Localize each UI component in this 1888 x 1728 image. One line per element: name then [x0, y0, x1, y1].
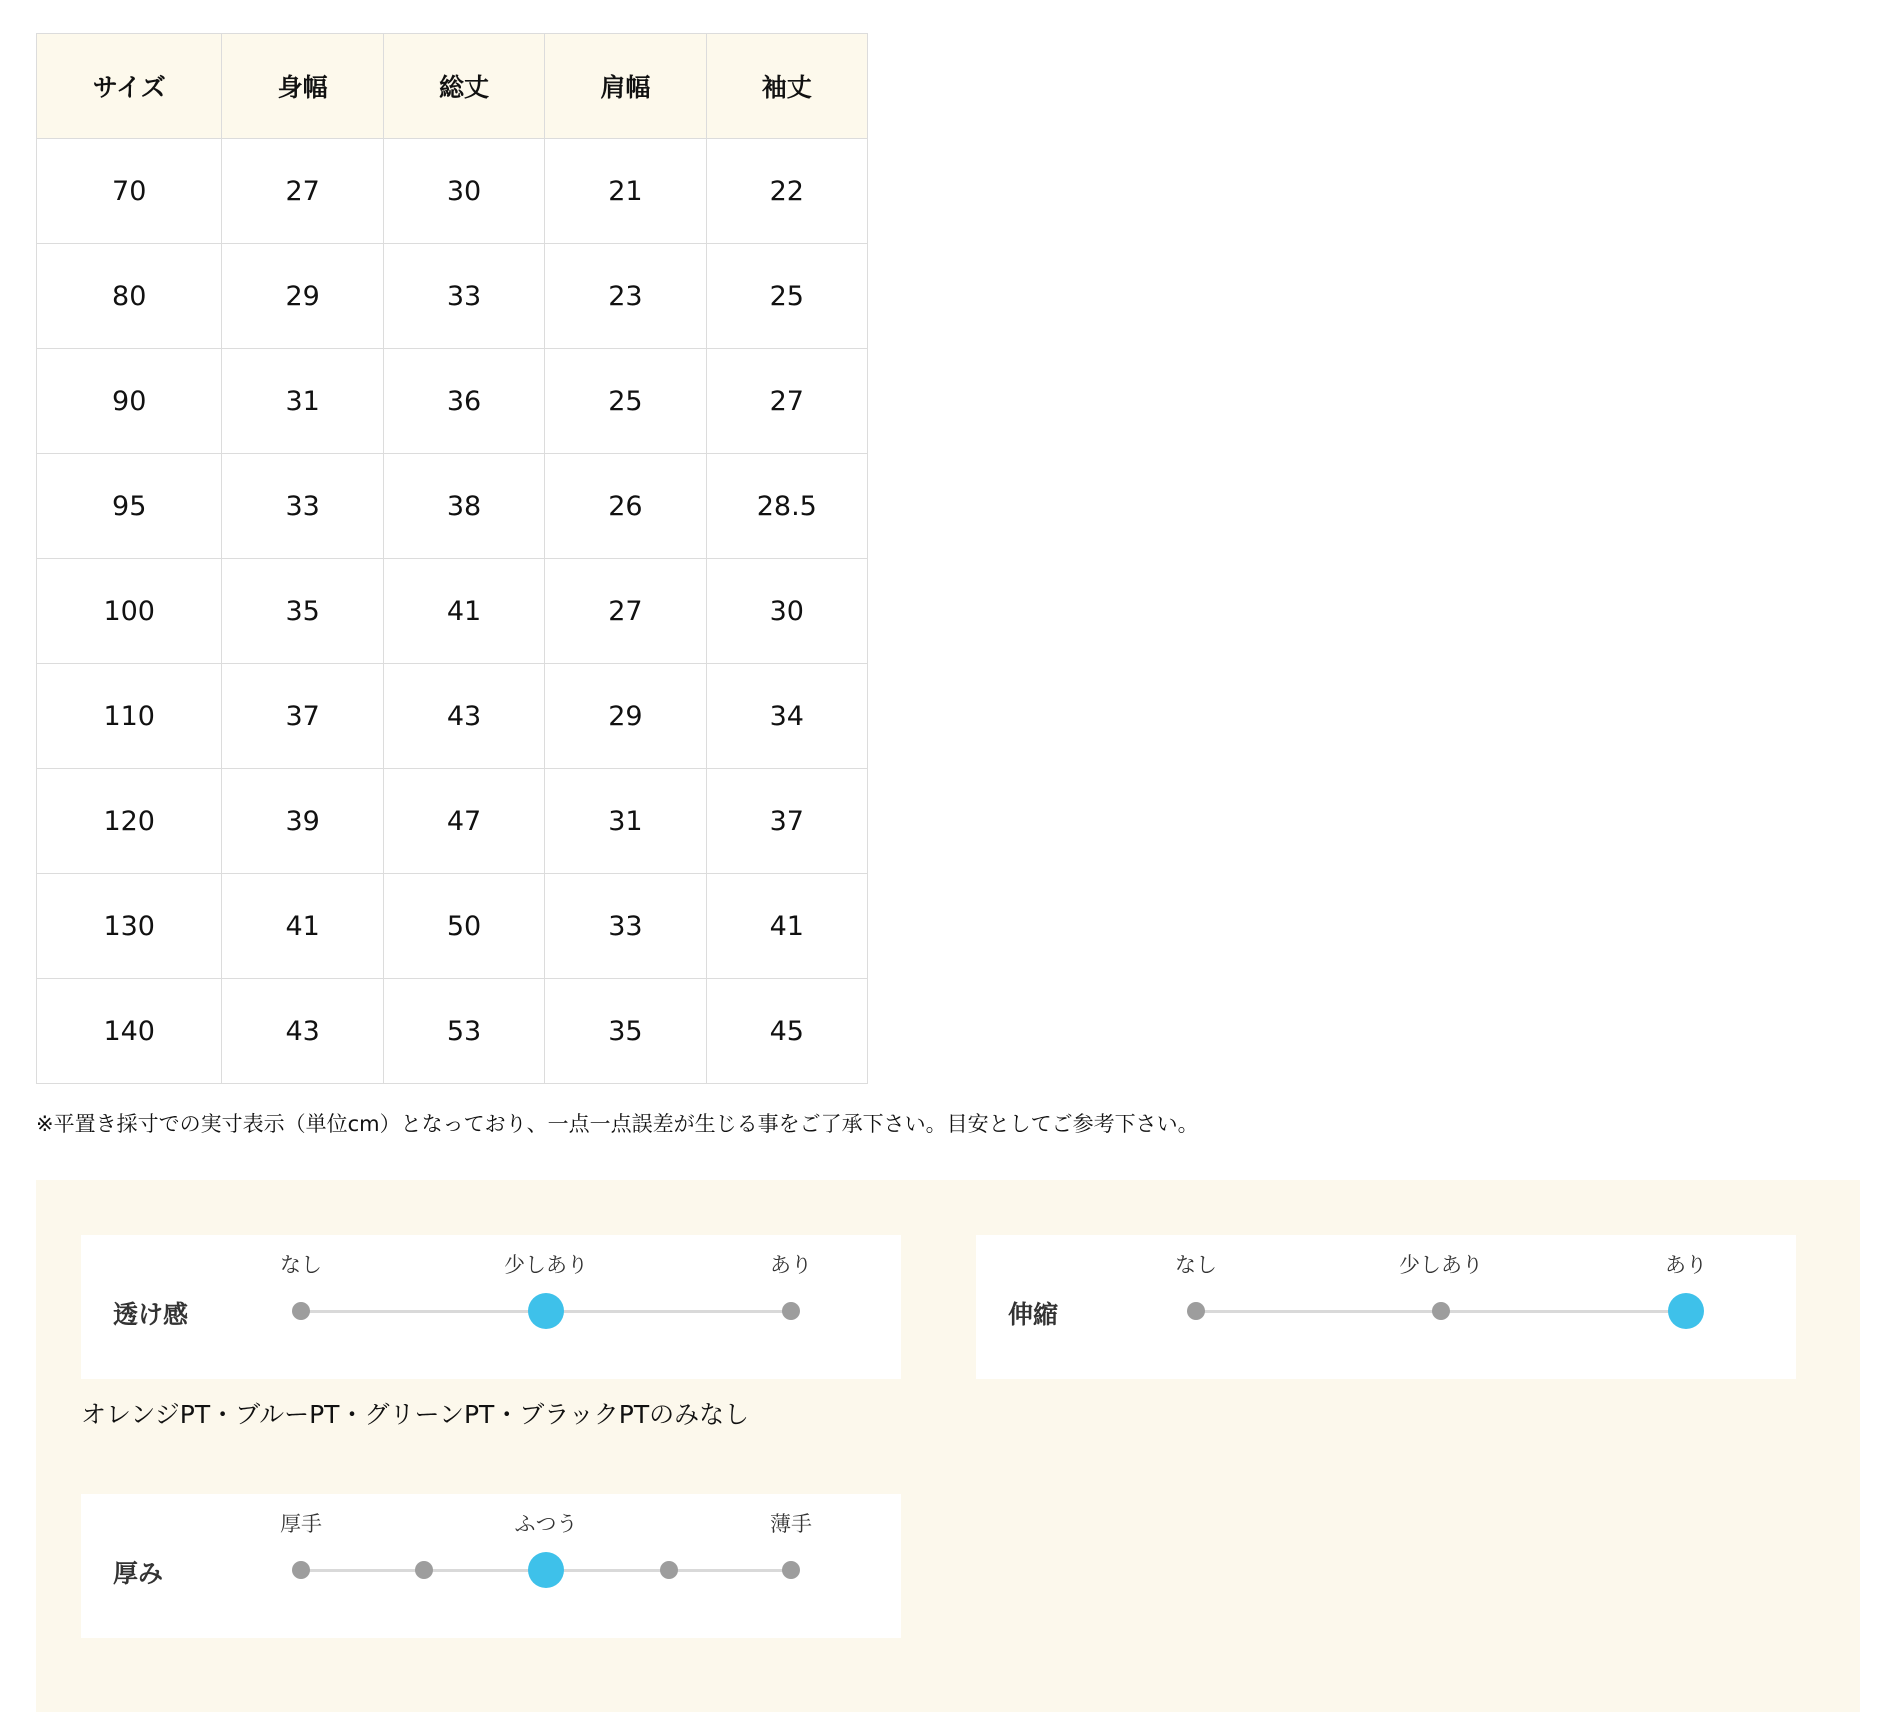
table-row — [37, 979, 868, 1084]
table-cell: 25 — [706, 244, 867, 349]
sheerness-label: あり — [770, 1253, 812, 1277]
table-cell: 43 — [222, 979, 383, 1084]
table-row — [37, 454, 868, 559]
table-row — [37, 244, 868, 349]
stretch-selected-dot — [1668, 1293, 1704, 1329]
sheerness-dot — [292, 1302, 310, 1320]
table-row — [37, 769, 868, 874]
stretch-title: 伸縮 — [1008, 1300, 1059, 1329]
table-cell: 140 — [37, 979, 222, 1084]
table-cell: 35 — [545, 979, 706, 1084]
table-cell: 37 — [706, 769, 867, 874]
thickness-dot — [415, 1561, 433, 1579]
table-cell: 110 — [37, 664, 222, 769]
table-cell: 41 — [222, 874, 383, 979]
header-sleeve-length: 袖丈 — [706, 34, 867, 139]
table-cell: 45 — [706, 979, 867, 1084]
header-total-length: 総丈 — [383, 34, 544, 139]
table-cell: 27 — [545, 559, 706, 664]
table-row — [37, 139, 868, 244]
table-cell: 29 — [222, 244, 383, 349]
thickness-title: 厚み — [113, 1559, 164, 1588]
table-cell: 31 — [222, 349, 383, 454]
table-cell: 27 — [706, 349, 867, 454]
table-cell: 23 — [545, 244, 706, 349]
table-cell: 30 — [383, 139, 544, 244]
table-cell: 80 — [37, 244, 222, 349]
header-shoulder-width: 肩幅 — [545, 34, 706, 139]
table-row — [37, 559, 868, 664]
table-cell: 47 — [383, 769, 544, 874]
thickness-dot — [292, 1561, 310, 1579]
table-cell: 34 — [706, 664, 867, 769]
table-cell: 50 — [383, 874, 544, 979]
table-cell: 100 — [37, 559, 222, 664]
sheerness-label: なし — [280, 1253, 322, 1277]
table-cell: 53 — [383, 979, 544, 1084]
table-cell: 28.5 — [706, 454, 867, 559]
stretch-label: あり — [1665, 1253, 1707, 1277]
table-cell: 33 — [545, 874, 706, 979]
thickness-scale — [81, 1494, 901, 1638]
measurement-note: ※平置き採寸での実寸表示（単位cm）となっており、一点一点誤差が生じる事をご了承下さい。目安としてご参考下さい。 — [36, 1112, 1199, 1136]
fabric-properties-panel — [36, 1180, 1860, 1712]
size-table — [36, 33, 868, 1084]
table-cell: 41 — [706, 874, 867, 979]
table-cell: 36 — [383, 349, 544, 454]
sheerness-label: 少しあり — [504, 1253, 588, 1277]
sheerness-title: 透け感 — [113, 1300, 189, 1329]
table-cell: 33 — [383, 244, 544, 349]
table-cell: 27 — [222, 139, 383, 244]
stretch-dot — [1187, 1302, 1205, 1320]
table-cell: 25 — [545, 349, 706, 454]
sheerness-scale — [81, 1235, 901, 1379]
header-size: サイズ — [37, 34, 222, 139]
sheerness-selected-dot — [528, 1293, 564, 1329]
table-cell: 33 — [222, 454, 383, 559]
stretch-label: なし — [1175, 1253, 1217, 1277]
stretch-dot — [1432, 1302, 1450, 1320]
table-cell: 43 — [383, 664, 544, 769]
thickness-label: 薄手 — [770, 1512, 812, 1536]
table-cell: 30 — [706, 559, 867, 664]
table-cell: 41 — [383, 559, 544, 664]
table-cell: 31 — [545, 769, 706, 874]
header-body-width: 身幅 — [222, 34, 383, 139]
table-cell: 39 — [222, 769, 383, 874]
table-cell: 120 — [37, 769, 222, 874]
thickness-selected-dot — [528, 1552, 564, 1588]
table-cell: 38 — [383, 454, 544, 559]
sheerness-dot — [782, 1302, 800, 1320]
thickness-dot — [660, 1561, 678, 1579]
table-cell: 26 — [545, 454, 706, 559]
table-cell: 95 — [37, 454, 222, 559]
table-cell: 70 — [37, 139, 222, 244]
table-row — [37, 664, 868, 769]
table-cell: 35 — [222, 559, 383, 664]
table-row — [37, 874, 868, 979]
table-row — [37, 349, 868, 454]
table-cell: 37 — [222, 664, 383, 769]
table-cell: 22 — [706, 139, 867, 244]
table-cell: 90 — [37, 349, 222, 454]
sheerness-remark: オレンジPT・ブルーPT・グリーンPT・ブラックPTのみなし — [81, 1400, 750, 1429]
table-cell: 29 — [545, 664, 706, 769]
thickness-label: ふつう — [514, 1512, 578, 1536]
thickness-dot — [782, 1561, 800, 1579]
stretch-label: 少しあり — [1399, 1253, 1483, 1277]
stretch-scale — [976, 1235, 1796, 1379]
table-cell: 21 — [545, 139, 706, 244]
table-header-row — [37, 34, 868, 139]
thickness-label: 厚手 — [280, 1512, 322, 1536]
table-cell: 130 — [37, 874, 222, 979]
